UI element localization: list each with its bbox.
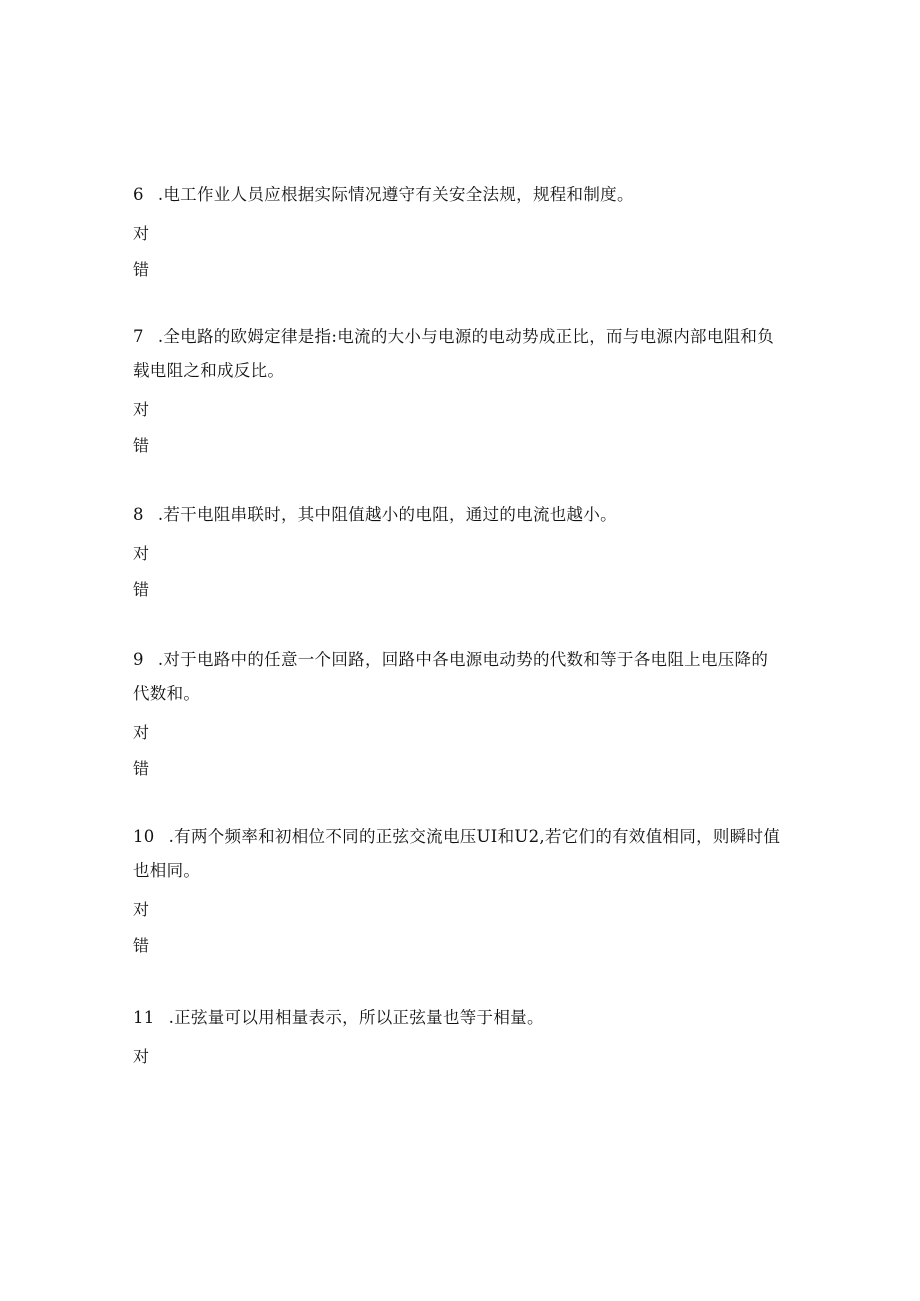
option-true[interactable]: 对 bbox=[133, 544, 150, 563]
question-text bbox=[133, 498, 783, 532]
question-text bbox=[133, 320, 783, 388]
option-true[interactable]: 对 bbox=[133, 900, 150, 919]
question-body: .电工作业人员应根据实际情况遵守有关安全法规，规程和制度。 bbox=[157, 185, 634, 204]
question-7 bbox=[133, 320, 783, 456]
question-number: 6 bbox=[133, 185, 144, 204]
option-true[interactable]: 对 bbox=[133, 400, 150, 419]
question-body: .全电路的欧姆定律是指:电流的大小与电源的电动势成正比，而与电源内部电阻和负载电阻之和成反比。 bbox=[133, 327, 775, 380]
option-false[interactable]: 错 bbox=[133, 936, 150, 955]
question-text bbox=[133, 1001, 783, 1035]
question-body: .有两个频率和初相位不同的正弦交流电压UI和U2,若它们的有效值相同，则瞬时值也相同。 bbox=[133, 827, 781, 880]
question-8 bbox=[133, 498, 783, 600]
question-9 bbox=[133, 643, 783, 779]
question-text bbox=[133, 178, 783, 212]
question-6 bbox=[133, 178, 783, 280]
option-true[interactable]: 对 bbox=[133, 1047, 150, 1066]
question-number: 7 bbox=[133, 327, 144, 346]
question-number: 9 bbox=[133, 650, 144, 669]
question-body: .正弦量可以用相量表示，所以正弦量也等于相量。 bbox=[168, 1008, 544, 1027]
option-false[interactable]: 错 bbox=[133, 580, 150, 599]
question-number: 11 bbox=[133, 1008, 155, 1027]
question-number: 8 bbox=[133, 505, 144, 524]
question-body: .若干电阻串联时，其中阻值越小的电阻，通过的电流也越小。 bbox=[157, 505, 617, 524]
question-body: .对于电路中的任意一个回路，回路中各电源电动势的代数和等于各电阻上电压降的代数和。 bbox=[133, 650, 769, 703]
question-10 bbox=[133, 820, 783, 956]
question-text bbox=[133, 643, 783, 711]
option-true[interactable]: 对 bbox=[133, 224, 150, 243]
option-false[interactable]: 错 bbox=[133, 260, 150, 279]
question-11 bbox=[133, 1001, 783, 1067]
option-false[interactable]: 错 bbox=[133, 759, 150, 778]
question-text bbox=[133, 820, 783, 888]
option-true[interactable]: 对 bbox=[133, 723, 150, 742]
question-number: 10 bbox=[133, 827, 155, 846]
option-false[interactable]: 错 bbox=[133, 436, 150, 455]
